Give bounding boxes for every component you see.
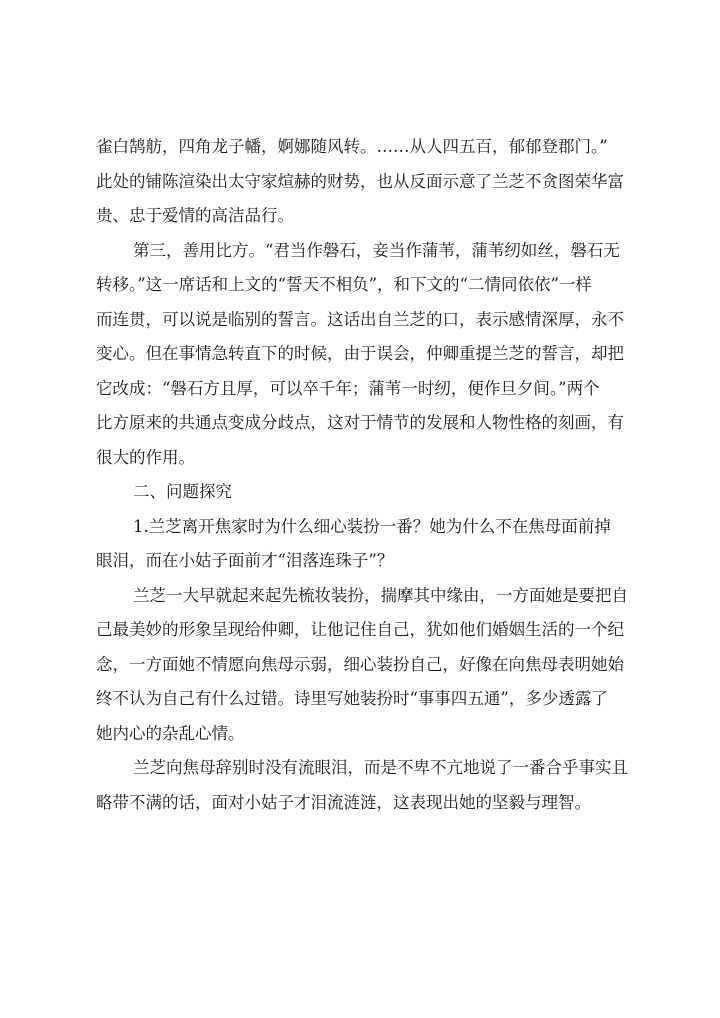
- text-line: 而连贯，可以说是临别的誓言。这话出自兰芝的口，表示感情深厚，永不: [96, 309, 624, 329]
- answer-paragraph-2: [96, 751, 636, 820]
- text-line: 它改成：“磐石方且厚，可以卒千年；蒲苇一时纫，便作旦夕间。”两个: [96, 378, 600, 398]
- text-line: 兰芝向焦母辞别时没有流眼泪，而是不卑不亢地说了一番合乎事实且: [133, 758, 628, 777]
- text-line: 比方原来的共通点变成分歧点，这对于情节的发展和人物性格的刻画，有: [96, 413, 624, 432]
- text-line: 此处的铺陈渲染出太守家煊赫的财势，也从反面示意了兰芝不贪图荣华富: [96, 171, 624, 191]
- text-line: 略带不满的话，面对小姑子才泪流涟涟，这表现出她的坚毅与理智。: [96, 792, 591, 812]
- text-line: 很大的作用。: [96, 447, 195, 467]
- answer-paragraph-1: [96, 579, 636, 752]
- text-line: 终不认为自己有什么过错。诗里写她装扮时“事事四五通”，多少透露了: [96, 689, 608, 708]
- heading-text: 二、问题探究: [133, 482, 232, 501]
- document-body: [96, 130, 636, 820]
- text-line: 第三，善用比方。“君当作磐石，妾当作蒲苇，蒲苇纫如丝，磐石无: [133, 240, 620, 260]
- text-line: 贵、忠于爱情的高洁品行。: [96, 206, 294, 225]
- section-heading: [96, 475, 636, 510]
- text-line: 转移。”这一席话和上文的“誓天不相负”，和下文的“二情同依依”一样: [96, 275, 592, 294]
- text-line: 眼泪，而在小姑子面前才“泪落连珠子”？: [96, 551, 394, 570]
- text-line: 雀白鹄舫，四角龙子幡，婀娜随风转。……从人四五百，郁郁登郡门。”: [96, 137, 608, 156]
- paragraph-2: [96, 234, 636, 476]
- text-line: 兰芝一大早就起来起先梳妆装扮，揣摩其中缘由，一方面她是要把自: [133, 585, 628, 605]
- question-paragraph: [96, 510, 636, 579]
- paragraph-1: [96, 130, 636, 234]
- text-line: 变心。但在事情急转直下的时候，由于误会，仲卿重提兰芝的誓言，却把: [96, 344, 624, 363]
- text-line: 她内心的杂乱心情。: [96, 723, 245, 743]
- text-line: 念，一方面她不情愿向焦母示弱，细心装扮自己，好像在向焦母表明她始: [96, 654, 624, 674]
- text-line: 己最美妙的形象呈现给仲卿，让他记住自己，犹如他们婚姻生活的一个纪: [96, 620, 624, 639]
- text-line: 1.兰芝离开焦家时为什么细心装扮一番？她为什么不在焦母面前掉: [133, 516, 611, 536]
